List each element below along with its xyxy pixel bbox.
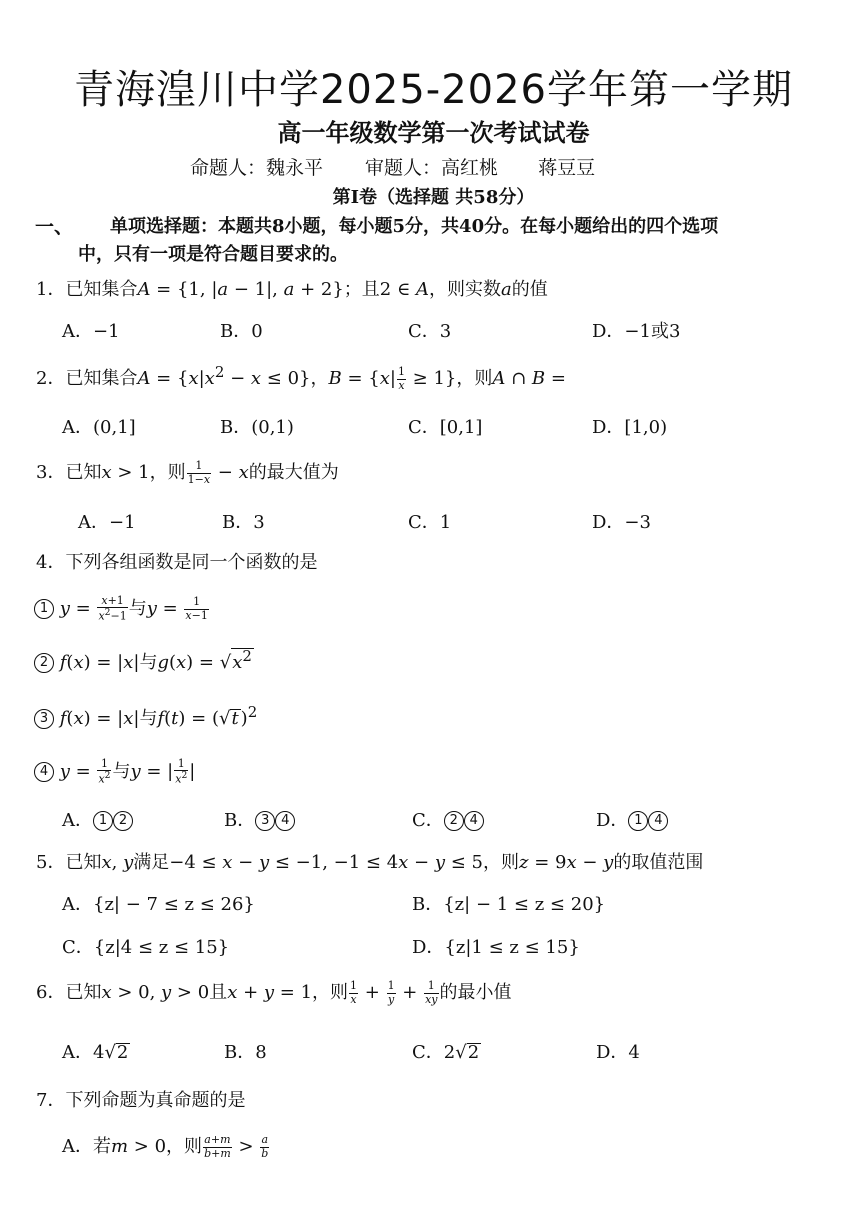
section-instructions-line2: 中，只有一项是符合题目要求的。 bbox=[78, 244, 348, 265]
question-number: 2． bbox=[36, 368, 66, 389]
question-number: 3． bbox=[36, 462, 66, 483]
option-b[interactable]: B．3 bbox=[222, 512, 265, 533]
question-5-stem: 5．已知x, y满足−4 ≤ x − y ≤ −1, −1 ≤ 4x − y ≤ 5，则z = 9x − y的取值范围 bbox=[36, 852, 704, 873]
volume-heading: 第Ⅰ卷（选择题 共58分） bbox=[332, 187, 535, 208]
option-a[interactable]: A．{z| − 7 ≤ z ≤ 26} bbox=[62, 894, 255, 915]
option-d[interactable]: D．−3 bbox=[592, 512, 651, 533]
option-c[interactable]: C．[0,1] bbox=[408, 417, 483, 438]
section-number: 一、 bbox=[35, 216, 74, 238]
reviewer-name-1: 高红桃 bbox=[441, 157, 499, 179]
question-number: 4． bbox=[36, 552, 66, 573]
authors-line bbox=[190, 153, 595, 180]
option-b[interactable]: B．(0,1) bbox=[220, 417, 294, 438]
question-4-stem bbox=[36, 548, 317, 574]
question-1-stem: 1．已知集合A = {1, |a − 1|, a + 2}；且2 ∈ A，则实数a的值 bbox=[36, 279, 548, 300]
section-instructions-line1: 单项选择题：本题共8小题，每小题5分，共40分。在每小题给出的四个选项 bbox=[110, 216, 719, 237]
option-a[interactable]: A．4√2 bbox=[62, 1042, 129, 1063]
reviewer-name-2: 蒋豆豆 bbox=[538, 157, 596, 179]
option-a[interactable]: A．若m > 0，则 $\frac{a+m}{b+m}$ > $\frac{a}{b}$ bbox=[62, 1132, 269, 1160]
question-number: 5． bbox=[36, 852, 66, 873]
reviewer-label: 审题人： bbox=[365, 157, 442, 179]
option-a[interactable]: A．(0,1] bbox=[62, 417, 136, 438]
option-b[interactable]: B．{z| − 1 ≤ z ≤ 20} bbox=[412, 894, 606, 915]
option-b[interactable]: B． 3 4 bbox=[224, 806, 295, 832]
exam-subtitle: 高一年级数学第一次考试试卷 bbox=[277, 119, 590, 147]
question-number: 7． bbox=[36, 1090, 66, 1111]
option-a[interactable]: A．−1 bbox=[62, 321, 120, 342]
option-d[interactable]: D．[1,0) bbox=[592, 417, 668, 438]
option-c[interactable]: C． 2 4 bbox=[412, 806, 484, 832]
q4-item-2: 2 f(x) = |x|与$g(x) = √x^2$ bbox=[34, 648, 254, 674]
question-4-text: 下列各组函数是同一个函数的是 bbox=[65, 552, 318, 573]
option-d[interactable]: D．−1或3 bbox=[592, 321, 681, 342]
question-number: 6． bbox=[36, 982, 66, 1003]
question-number: 1． bbox=[36, 279, 66, 300]
option-c[interactable]: C．{z|4 ≤ z ≤ 15} bbox=[62, 937, 230, 958]
option-d[interactable]: D． 1 4 bbox=[596, 806, 668, 832]
option-d[interactable]: D．4 bbox=[596, 1042, 640, 1063]
q4-item-3: 3 f(x) = |x|与f(t) = (√t )$^2$ bbox=[34, 703, 257, 730]
q4-item-1: 1 y = $\frac{x+1}{x^2-1}$ 与y = $\frac{1}{x-1}$ bbox=[34, 594, 210, 623]
option-c[interactable]: C．1 bbox=[408, 512, 452, 533]
option-a[interactable]: A． 1 2 bbox=[62, 806, 133, 832]
question-6-stem: 6．已知x > 0, y > 0且x + y = 1，则 $\frac{1}{x}$ + $\frac{1}{y}$ + $\frac{1}{xy}$ 的最小值 bbox=[36, 978, 512, 1006]
option-b[interactable]: B．0 bbox=[220, 321, 263, 342]
option-c[interactable]: C．3 bbox=[408, 321, 452, 342]
option-c[interactable]: C．2√2 bbox=[412, 1042, 480, 1063]
question-7-text: 下列命题为真命题的是 bbox=[65, 1090, 246, 1111]
proposer-name: 魏永平 bbox=[266, 157, 324, 179]
proposer-label: 命题人： bbox=[190, 157, 267, 179]
question-3-stem: 3．已知x > 1，则 $\frac{1}{1-x}$ − x的最大值为 bbox=[36, 458, 339, 486]
option-b[interactable]: B．8 bbox=[224, 1042, 267, 1063]
q4-item-4: 4 y = $\frac{1}{x^2}$ 与y = | $\frac{1}{x^2}$ | bbox=[34, 757, 195, 786]
exam-title: 青海湟川中学2025-2026学年第一学期 bbox=[73, 67, 794, 113]
option-a[interactable]: A．−1 bbox=[78, 512, 136, 533]
question-2-stem: 2．已知集合$A = \{x|x^2 - x \le 0\}$，B = {x| $\frac{1}{x}$ ≥ 1}，则A ∩ B = bbox=[36, 363, 566, 392]
option-d[interactable]: D．{z|1 ≤ z ≤ 15} bbox=[412, 937, 580, 958]
question-7-stem bbox=[36, 1086, 245, 1112]
